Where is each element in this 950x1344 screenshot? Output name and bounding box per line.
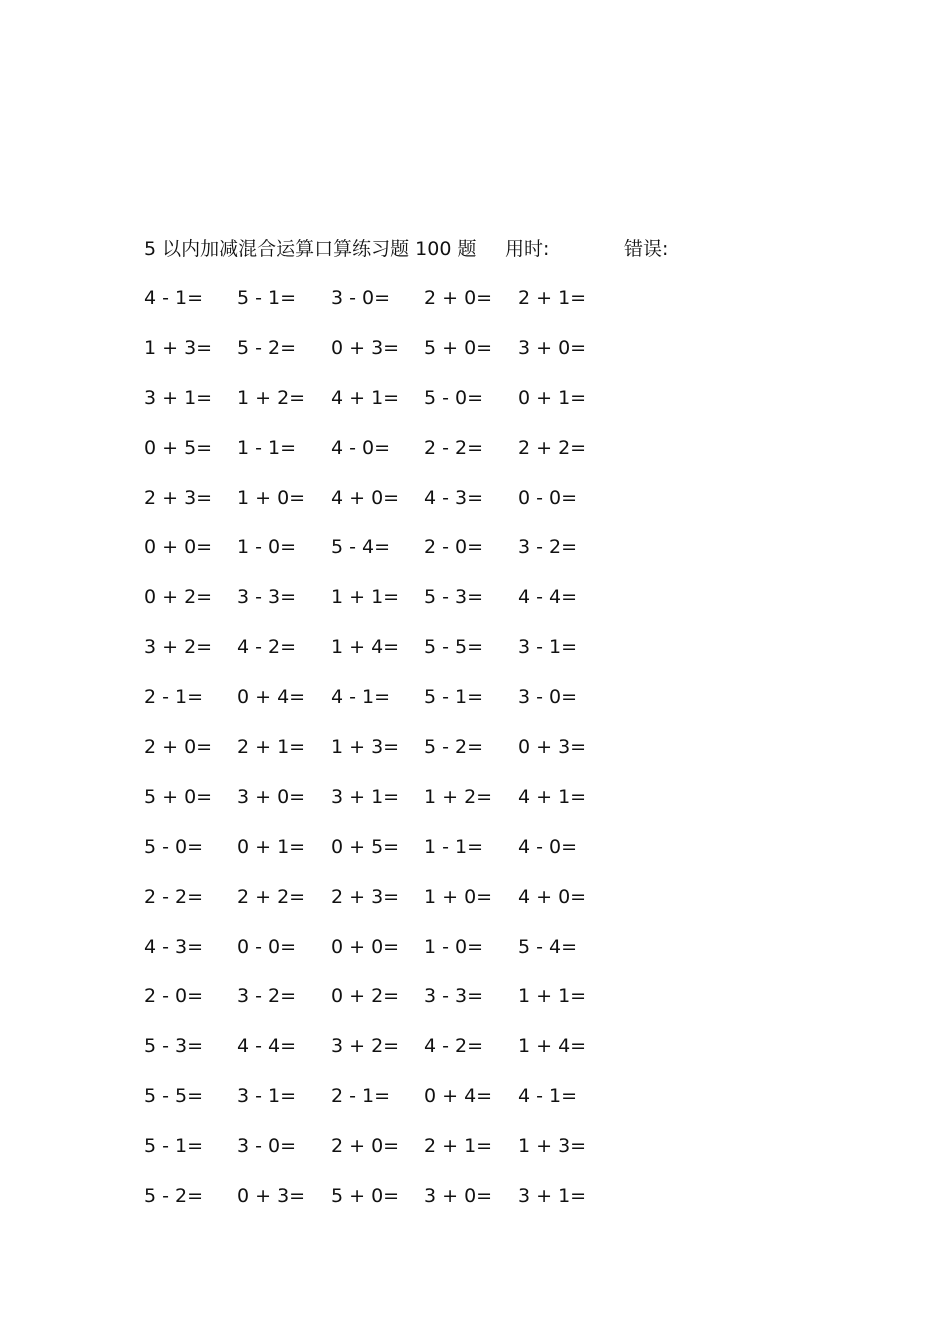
problem-cell: 3 - 0= [518,686,578,709]
problem-cell: 5 + 0= [331,1185,400,1208]
problem-cell: 5 - 2= [144,1185,204,1208]
problem-cell: 2 - 1= [331,1085,391,1108]
problem-cell: 3 + 1= [518,1185,587,1208]
problem-cell: 3 - 1= [518,636,578,659]
problem-cell: 5 - 3= [144,1035,204,1058]
problem-cell: 3 - 0= [237,1135,297,1158]
problem-cell: 5 - 5= [144,1085,204,1108]
problem-cell: 3 - 3= [237,586,297,609]
problem-cell: 5 - 1= [424,686,484,709]
problem-cell: 1 - 0= [424,935,484,958]
problem-cell: 4 - 0= [518,835,578,858]
problem-cell: 3 + 1= [331,785,400,808]
problem-cell: 0 + 5= [144,436,213,459]
problem-cell: 0 + 0= [331,935,400,958]
problem-cell: 2 - 1= [144,686,204,709]
problem-cell: 3 + 0= [518,336,587,359]
problem-cell: 5 - 1= [144,1135,204,1158]
problem-cell: 2 + 1= [518,287,587,309]
problem-cell: 0 - 0= [237,935,297,958]
worksheet-header [144,236,844,262]
problem-cell: 5 - 0= [144,835,204,858]
problem-cell: 1 + 4= [518,1035,587,1058]
problem-cell: 3 - 3= [424,985,484,1008]
problem-cell: 4 + 1= [331,386,400,409]
problem-cell: 1 - 0= [237,536,297,559]
problem-cell: 4 - 1= [331,686,391,709]
problem-cell: 2 + 0= [144,736,213,759]
problem-cell: 5 - 4= [518,935,578,958]
problem-cell: 4 - 3= [144,935,204,958]
problem-cell: 4 - 0= [331,436,391,459]
problem-cell: 3 + 2= [144,636,213,659]
problem-cell: 3 - 0= [331,287,391,309]
problem-cell: 2 + 2= [237,885,306,908]
problem-cell: 2 + 0= [424,287,493,309]
problem-cell: 4 - 4= [518,586,578,609]
problem-cell: 5 - 0= [424,386,484,409]
problem-cell: 2 - 0= [144,985,204,1008]
problem-cell: 5 - 3= [424,586,484,609]
problem-cell: 1 + 2= [424,785,493,808]
time-used-label: 用时: [505,238,550,260]
problem-cell: 5 + 0= [144,785,213,808]
problem-cell: 5 - 1= [237,287,297,309]
problem-cell: 5 - 2= [237,336,297,359]
problem-cell: 5 - 2= [424,736,484,759]
problem-cell: 2 + 0= [331,1135,400,1158]
problem-cell: 0 + 3= [518,736,587,759]
problem-cell: 2 + 3= [331,885,400,908]
problem-cell: 1 + 0= [424,885,493,908]
problem-cell: 2 + 1= [424,1135,493,1158]
problem-cell: 0 + 1= [237,835,306,858]
problem-cell: 4 + 0= [331,486,400,509]
problem-cell: 3 + 2= [331,1035,400,1058]
problem-cell: 1 - 1= [237,436,297,459]
problem-cell: 1 + 3= [518,1135,587,1158]
problem-cell: 5 - 4= [331,536,391,559]
problem-cell: 2 + 2= [518,436,587,459]
problem-cell: 3 - 2= [518,536,578,559]
problem-cell: 1 + 1= [518,985,587,1008]
problem-cell: 1 + 0= [237,486,306,509]
problem-cell: 3 + 0= [237,785,306,808]
problem-cell: 2 - 2= [424,436,484,459]
problem-cell: 2 + 1= [237,736,306,759]
problem-cell: 4 - 4= [237,1035,297,1058]
problem-cell: 2 - 0= [424,536,484,559]
problem-cell: 4 - 1= [518,1085,578,1108]
problem-cell: 5 - 5= [424,636,484,659]
problem-cell: 0 + 5= [331,835,400,858]
problem-cell: 3 + 0= [424,1185,493,1208]
problem-cell: 1 + 3= [331,736,400,759]
problem-cell: 1 - 1= [424,835,484,858]
problem-cell: 5 + 0= [424,336,493,359]
problem-cell: 3 - 2= [237,985,297,1008]
problem-cell: 4 + 0= [518,885,587,908]
problem-cell: 0 + 2= [331,985,400,1008]
problem-cell: 1 + 4= [331,636,400,659]
problem-cell: 0 + 1= [518,386,587,409]
error-count-label: 错误: [624,238,669,260]
problem-cell: 0 - 0= [518,486,578,509]
problem-cell: 4 + 1= [518,785,587,808]
problem-cell: 0 + 4= [424,1085,493,1108]
problem-cell: 4 - 2= [237,636,297,659]
problem-cell: 3 - 1= [237,1085,297,1108]
problem-cell: 4 - 2= [424,1035,484,1058]
worksheet-title: 5 以内加减混合运算口算练习题 100 题 [144,238,477,260]
problem-cell: 0 + 0= [144,536,213,559]
problem-cell: 4 - 1= [144,287,204,309]
problem-cell: 2 + 3= [144,486,213,509]
problem-cell: 1 + 1= [331,586,400,609]
problem-cell: 0 + 3= [331,336,400,359]
problem-cell: 1 + 2= [237,386,306,409]
problem-cell: 0 + 3= [237,1185,306,1208]
problem-cell: 1 + 3= [144,336,213,359]
problem-cell: 3 + 1= [144,386,213,409]
problem-cell: 0 + 4= [237,686,306,709]
problem-cell: 0 + 2= [144,586,213,609]
problem-cell: 4 - 3= [424,486,484,509]
problem-cell: 2 - 2= [144,885,204,908]
